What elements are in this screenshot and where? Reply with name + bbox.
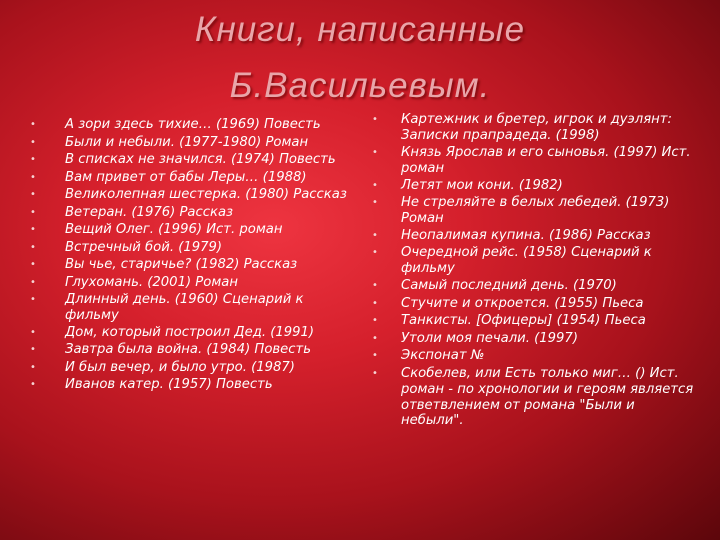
bullet-icon: • <box>30 294 36 305</box>
bullet-icon: • <box>30 379 36 391</box>
book-title: Вам привет от бабы Леры… (1988) <box>65 169 307 185</box>
list-item <box>30 239 355 257</box>
book-title: Летят мои кони. (1982) <box>401 177 563 193</box>
list-item <box>372 177 694 195</box>
list-item <box>30 274 355 292</box>
book-title: Дом, который построил Дед. (1991) <box>65 324 315 340</box>
bullet-icon: • <box>30 344 36 356</box>
book-title: Неопалимая купина. (1986) Рассказ <box>401 227 651 243</box>
list-item <box>372 144 694 177</box>
book-title: Танкисты. [Офицеры] (1954) Пьеса <box>401 313 646 329</box>
book-title: Завтра была война. (1984) Повесть <box>65 342 311 358</box>
bullet-icon: • <box>30 171 36 183</box>
book-title: Самый последний день. (1970) <box>401 278 617 294</box>
book-title: Утоли моя печали. (1997) <box>401 330 578 346</box>
list-item <box>372 111 694 144</box>
list-item <box>30 376 355 394</box>
bullet-icon: • <box>30 154 36 165</box>
book-title: Скобелев, или Есть только миг… () Ист. роман - по хронологии и героям является ответвлением от романа "Были и небыли". <box>401 365 694 429</box>
list-item <box>30 116 355 134</box>
bullet-icon: • <box>30 361 36 373</box>
bullet-icon: • <box>372 179 378 191</box>
list-item <box>30 291 355 324</box>
list-item <box>372 347 694 365</box>
book-title: Вещий Олег. (1996) Ист. роман <box>65 222 283 237</box>
book-title: Очередной рейс. (1958) Сценарий к фильму <box>401 245 652 277</box>
bullet-icon: • <box>30 119 36 130</box>
list-item <box>30 204 355 222</box>
book-title: Картежник и бретер, игрок и дуэлянт: Записки прапрадеда. (1998) <box>401 112 672 143</box>
bullet-icon: • <box>30 189 36 200</box>
list-item <box>372 330 694 348</box>
book-title: Экспонат № <box>401 348 485 364</box>
bullet-icon: • <box>372 197 378 209</box>
bullet-icon: • <box>372 315 378 327</box>
bullet-icon: • <box>372 229 378 241</box>
book-title: Не стреляйте в белых лебедей. (1973) Роман <box>401 195 670 227</box>
bullet-icon: • <box>372 367 378 379</box>
right-book-list <box>372 111 694 429</box>
list-item <box>372 194 694 227</box>
book-title: Были и небыли. (1977-1980) Роман <box>65 134 309 150</box>
bullet-icon: • <box>372 332 378 344</box>
list-item <box>372 227 694 245</box>
book-title: Великолепная шестерка. (1980) Рассказ <box>65 187 347 202</box>
bullet-icon: • <box>372 146 378 158</box>
bullet-icon: • <box>30 276 36 288</box>
bullet-icon: • <box>372 280 378 292</box>
list-item <box>30 256 355 274</box>
bullet-icon: • <box>30 241 36 253</box>
book-title: Встречный бой. (1979) <box>65 239 223 255</box>
book-title: Князь Ярослав и его сыновья. (1997) Ист. роман <box>401 144 691 176</box>
bullet-icon: • <box>372 114 378 125</box>
book-title: Вы чье, старичье? (1982) Рассказ <box>65 257 298 272</box>
list-item <box>30 151 355 169</box>
list-item <box>372 244 694 277</box>
left-book-list <box>30 116 355 394</box>
book-title: В списках не значился. (1974) Повесть <box>65 152 336 167</box>
book-title: Ветеран. (1976) Рассказ <box>65 204 234 220</box>
bullet-icon: • <box>30 224 36 235</box>
bullet-icon: • <box>372 350 378 362</box>
list-item <box>372 365 694 430</box>
bullet-icon: • <box>30 259 36 270</box>
bullet-icon: • <box>30 326 36 338</box>
list-item <box>30 169 355 187</box>
book-title: А зори здесь тихие… (1969) Повесть <box>65 117 321 132</box>
list-item <box>30 324 355 342</box>
book-title: И был вечер, и было утро. (1987) <box>65 359 295 375</box>
list-item <box>372 295 694 313</box>
bullet-icon: • <box>372 297 378 309</box>
list-item <box>30 341 355 359</box>
list-item <box>30 221 355 239</box>
slide-title: Книги, написанные Б.Васильевым. <box>194 10 526 105</box>
book-title: Длинный день. (1960) Сценарий к фильму <box>65 292 304 323</box>
list-item <box>30 359 355 377</box>
bullet-icon: • <box>30 206 36 218</box>
list-item <box>372 312 694 330</box>
list-item <box>30 186 355 204</box>
bullet-icon: • <box>30 136 36 148</box>
book-title: Стучите и откроется. (1955) Пьеса <box>401 295 644 311</box>
book-title: Глухомань. (2001) Роман <box>65 274 238 290</box>
list-item <box>30 134 355 152</box>
bullet-icon: • <box>372 247 378 259</box>
list-item <box>372 277 694 295</box>
book-title: Иванов катер. (1957) Повесть <box>65 377 273 393</box>
